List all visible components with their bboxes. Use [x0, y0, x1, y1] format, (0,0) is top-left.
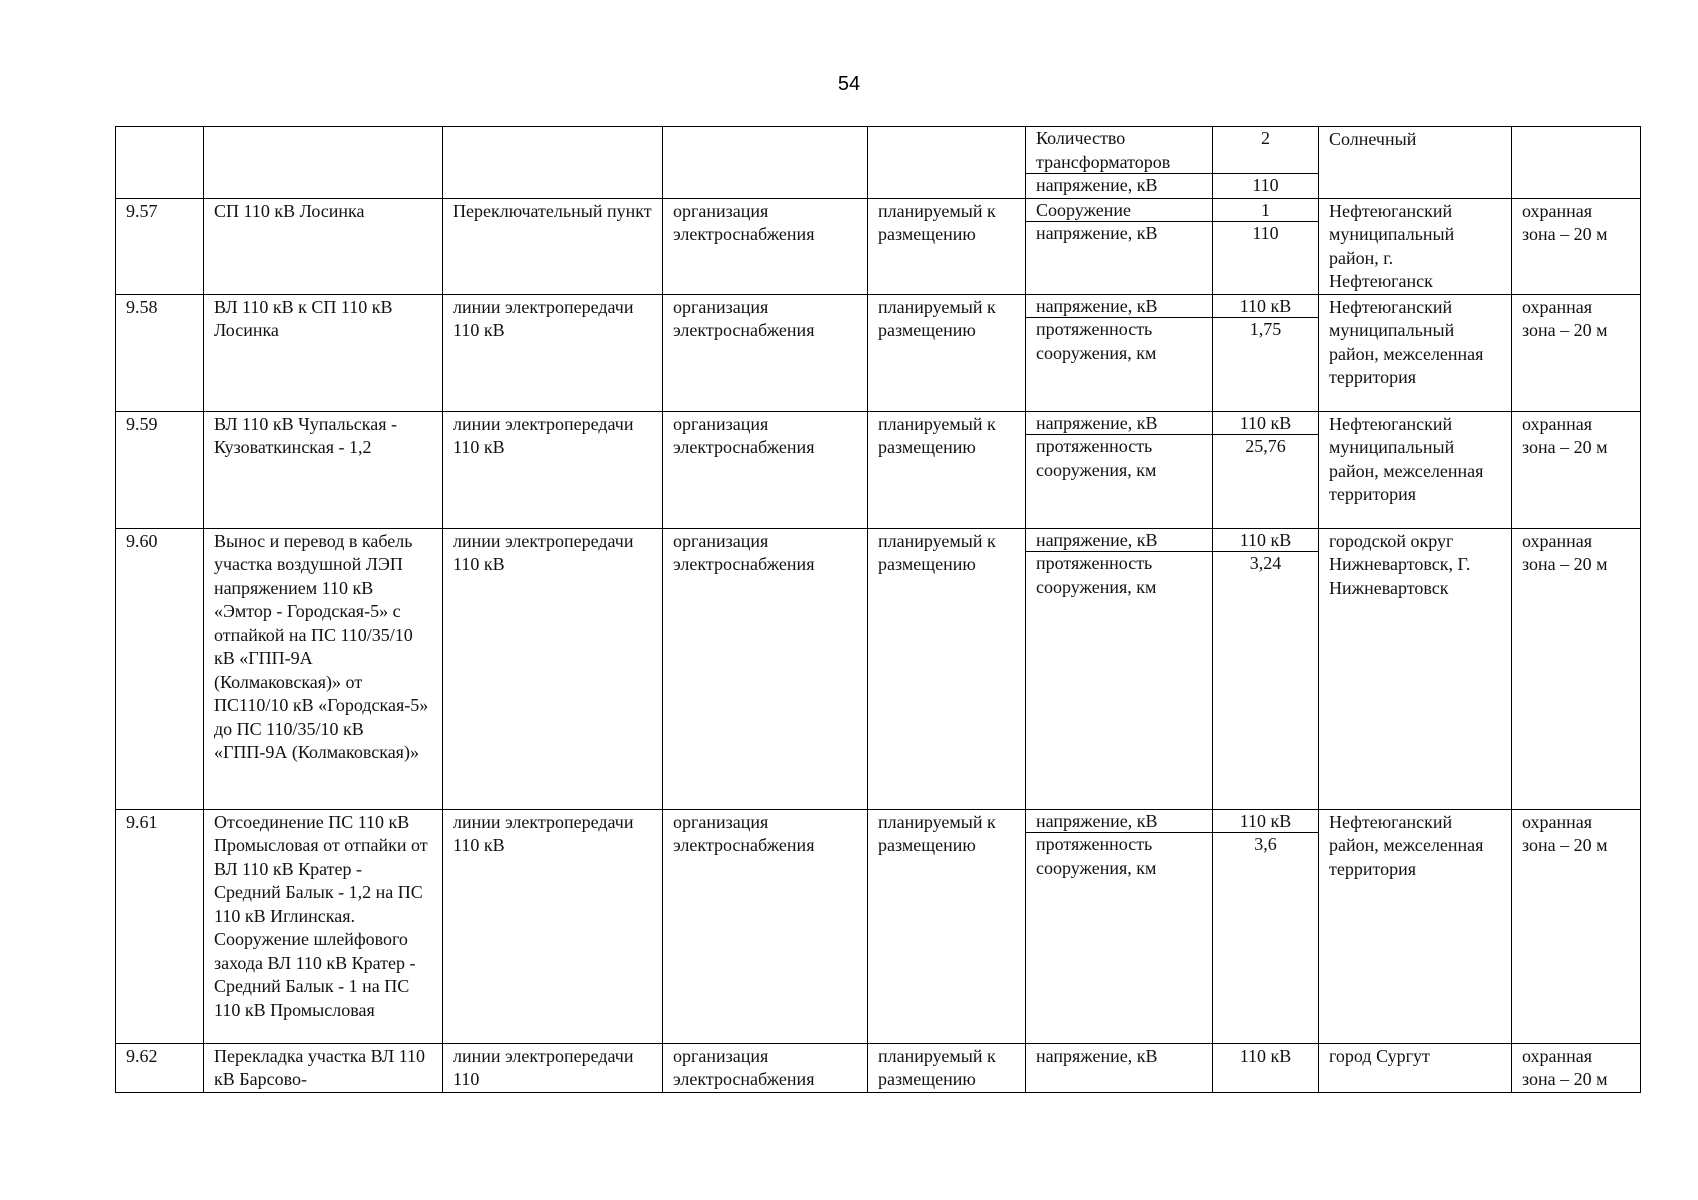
characteristic-name: протяженность сооружения, км: [1036, 319, 1157, 363]
characteristic-name: напряжение, кВ: [1026, 810, 1212, 834]
characteristic-value: 1,75: [1249, 319, 1282, 339]
objects-table: [115, 126, 1641, 1093]
characteristic-name: напряжение, кВ: [1036, 223, 1158, 243]
object-type: линии электропередачи 110: [443, 1043, 663, 1092]
characteristics-cell: [1026, 294, 1213, 411]
object-type: линии электропередачи 110 кВ: [443, 411, 663, 528]
characteristic-value: 110 кВ: [1213, 1043, 1319, 1092]
characteristic-value: 3,6: [1254, 834, 1277, 854]
characteristics-cell: [1026, 127, 1213, 199]
characteristic-value: 110 кВ: [1213, 295, 1318, 319]
protection-zone: охранная зона – 20 м: [1512, 809, 1641, 1043]
characteristics-cell: [1026, 528, 1213, 809]
object-purpose: организация электроснабжения: [663, 528, 868, 809]
table-row: [116, 198, 1641, 294]
page-number: 54: [837, 73, 861, 95]
characteristic-name: напряжение, кВ: [1026, 295, 1212, 319]
characteristics-cell: [1026, 411, 1213, 528]
object-status: [868, 127, 1026, 199]
object-type: линии электропередачи 110 кВ: [443, 294, 663, 411]
row-number: 9.60: [116, 528, 204, 809]
protection-zone: охранная зона – 20 м: [1512, 411, 1641, 528]
characteristic-value: 25,76: [1245, 436, 1286, 456]
table-row: [116, 809, 1641, 1043]
object-location: Солнечный: [1319, 127, 1512, 199]
row-number: 9.58: [116, 294, 204, 411]
object-status: планируемый к размещению: [868, 528, 1026, 809]
characteristic-name: протяженность сооружения, км: [1036, 834, 1157, 878]
object-status: планируемый к размещению: [868, 1043, 1026, 1092]
characteristic-name: напряжение, кВ: [1026, 1043, 1213, 1092]
row-number: 9.59: [116, 411, 204, 528]
object-name: Перекладка участка ВЛ 110 кВ Барсово-: [204, 1043, 443, 1092]
protection-zone: охранная зона – 20 м: [1512, 198, 1641, 294]
characteristic-name: напряжение, кВ: [1026, 412, 1212, 436]
object-status: планируемый к размещению: [868, 411, 1026, 528]
object-location: Нефтеюганский муниципальный район, межселенная территория: [1319, 411, 1512, 528]
object-location: Нефтеюганский муниципальный район, межселенная территория: [1319, 294, 1512, 411]
row-number: 9.57: [116, 198, 204, 294]
object-location: город Сургут: [1319, 1043, 1512, 1092]
object-purpose: организация электроснабжения: [663, 809, 868, 1043]
object-purpose: организация электроснабжения: [663, 198, 868, 294]
object-purpose: организация электроснабжения: [663, 294, 868, 411]
object-purpose: организация электроснабжения: [663, 1043, 868, 1092]
row-number: 9.62: [116, 1043, 204, 1092]
table-row: [116, 127, 1641, 199]
table-row: [116, 411, 1641, 528]
characteristics-cell: [1026, 198, 1213, 294]
characteristic-name: Количество трансформаторов: [1026, 127, 1212, 174]
object-type: линии электропередачи 110 кВ: [443, 809, 663, 1043]
object-location: Нефтеюганский район, межселенная территория: [1319, 809, 1512, 1043]
characteristic-value: 110: [1252, 223, 1279, 243]
object-name: СП 110 кВ Лосинка: [204, 198, 443, 294]
object-name: Вынос и перевод в кабель участка воздушной ЛЭП напряжением 110 кВ «Эмтор - Городская-5» с отпайкой на ПС 110/35/10 кВ «ГПП-9А (Колмаковская)» от ПС110/10 кВ «Городская-5» до ПС 110/35/10 кВ «ГПП-9А (Колмаковская)»: [204, 528, 443, 809]
object-type: Переключательный пункт: [443, 198, 663, 294]
values-cell: [1213, 127, 1319, 199]
characteristic-name: протяженность сооружения, км: [1036, 436, 1157, 480]
object-status: планируемый к размещению: [868, 198, 1026, 294]
characteristic-name: напряжение, кВ: [1026, 529, 1212, 553]
object-name: ВЛ 110 кВ Чупальская - Кузоваткинская - 1,2: [204, 411, 443, 528]
object-location: городской округ Нижневартовск, Г. Нижневартовск: [1319, 528, 1512, 809]
object-status: планируемый к размещению: [868, 809, 1026, 1043]
values-cell: [1213, 809, 1319, 1043]
characteristic-name: напряжение, кВ: [1036, 175, 1158, 195]
characteristic-value: 110 кВ: [1213, 529, 1318, 553]
row-number: [116, 127, 204, 199]
object-location: Нефтеюганский муниципальный район, г. Нефтеюганск: [1319, 198, 1512, 294]
characteristic-name: протяженность сооружения, км: [1036, 553, 1157, 597]
values-cell: [1213, 294, 1319, 411]
characteristic-value: 110: [1252, 175, 1279, 195]
object-status: планируемый к размещению: [868, 294, 1026, 411]
object-purpose: организация электроснабжения: [663, 411, 868, 528]
table-row: [116, 294, 1641, 411]
protection-zone: охранная зона – 20 м: [1512, 294, 1641, 411]
protection-zone: [1512, 127, 1641, 199]
object-type: [443, 127, 663, 199]
row-number: 9.61: [116, 809, 204, 1043]
protection-zone: охранная зона – 20 м: [1512, 1043, 1641, 1092]
values-cell: [1213, 528, 1319, 809]
characteristics-cell: [1026, 809, 1213, 1043]
characteristic-value: 110 кВ: [1213, 810, 1318, 834]
object-name: [204, 127, 443, 199]
object-name: Отсоединение ПС 110 кВ Промысловая от отпайки от ВЛ 110 кВ Кратер - Средний Балык - 1,2 на ПС 110 кВ Иглинская. Сооружение шлейфового захода ВЛ 110 кВ Кратер - Средний Балык - 1 на ПС 110 кВ Промысловая: [204, 809, 443, 1043]
characteristic-value: 2: [1213, 127, 1318, 174]
values-cell: [1213, 198, 1319, 294]
object-name: ВЛ 110 кВ к СП 110 кВ Лосинка: [204, 294, 443, 411]
characteristic-name: Сооружение: [1026, 199, 1212, 223]
table-row: [116, 1043, 1641, 1092]
characteristic-value: 3,24: [1249, 553, 1282, 573]
characteristic-value: 1: [1213, 199, 1318, 223]
object-type: линии электропередачи 110 кВ: [443, 528, 663, 809]
characteristic-value: 110 кВ: [1213, 412, 1318, 436]
table-row: [116, 528, 1641, 809]
object-purpose: [663, 127, 868, 199]
protection-zone: охранная зона – 20 м: [1512, 528, 1641, 809]
values-cell: [1213, 411, 1319, 528]
